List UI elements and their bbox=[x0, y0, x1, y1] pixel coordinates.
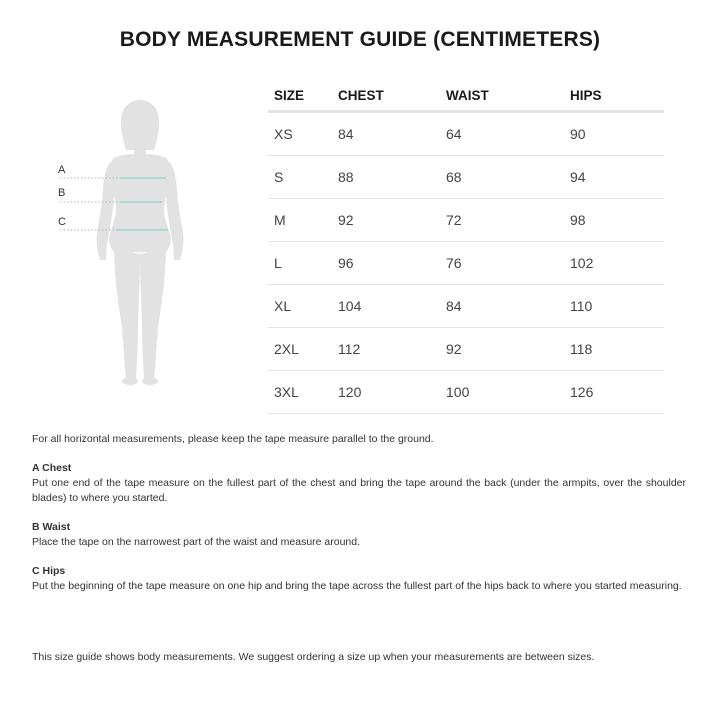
size-cell: M bbox=[268, 199, 332, 242]
chest-cell: 120 bbox=[332, 371, 440, 414]
table-header-row bbox=[268, 80, 664, 112]
size-cell: XL bbox=[268, 285, 332, 328]
waist-cell: 64 bbox=[440, 112, 564, 156]
hips-cell: 90 bbox=[564, 112, 664, 156]
header-waist: WAIST bbox=[440, 80, 564, 112]
header-chest: CHEST bbox=[332, 80, 440, 112]
header-hips: HIPS bbox=[564, 80, 664, 112]
chest-cell: 104 bbox=[332, 285, 440, 328]
body-figure bbox=[40, 92, 240, 392]
waist-instruction bbox=[32, 520, 686, 550]
chest-instruction bbox=[32, 461, 686, 506]
page-title: BODY MEASUREMENT GUIDE (CENTIMETERS) bbox=[119, 28, 601, 51]
waist-cell: 72 bbox=[440, 199, 564, 242]
table-row bbox=[268, 285, 664, 328]
waist-cell: 100 bbox=[440, 371, 564, 414]
measurement-instructions bbox=[32, 432, 686, 608]
hips-instruction bbox=[32, 564, 686, 594]
chest-cell: 92 bbox=[332, 199, 440, 242]
hips-cell: 94 bbox=[564, 156, 664, 199]
label-a-chest: A bbox=[58, 164, 66, 176]
size-cell: 2XL bbox=[268, 328, 332, 371]
chest-cell: 88 bbox=[332, 156, 440, 199]
size-cell: 3XL bbox=[268, 371, 332, 414]
table-row bbox=[268, 199, 664, 242]
body-silhouette-image bbox=[40, 92, 240, 392]
footer-note: This size guide shows body measurements. We suggest ordering a size up when your measurements are between sizes. bbox=[32, 651, 595, 663]
intro-note: For all horizontal measurements, please keep the tape measure parallel to the ground. bbox=[32, 433, 434, 445]
chest-heading: A Chest bbox=[32, 462, 72, 474]
table-row bbox=[268, 371, 664, 414]
hips-cell: 98 bbox=[564, 199, 664, 242]
waist-cell: 92 bbox=[440, 328, 564, 371]
waist-cell: 68 bbox=[440, 156, 564, 199]
size-table-container bbox=[268, 80, 664, 414]
hips-cell: 110 bbox=[564, 285, 664, 328]
waist-cell: 84 bbox=[440, 285, 564, 328]
chest-cell: 84 bbox=[332, 112, 440, 156]
waist-heading: B Waist bbox=[32, 521, 71, 533]
waist-text: Place the tape on the narrowest part of the waist and measure around. bbox=[32, 536, 361, 548]
hips-cell: 118 bbox=[564, 328, 664, 371]
hips-heading: C Hips bbox=[32, 565, 66, 577]
table-row bbox=[268, 112, 664, 156]
table-row bbox=[268, 242, 664, 285]
hips-text: Put the beginning of the tape measure on one hip and bring the tape across the fullest part of the hips back to where you started measuring. bbox=[32, 580, 682, 592]
label-b-waist: B bbox=[58, 187, 66, 199]
label-c-hips: C bbox=[58, 216, 66, 228]
size-table bbox=[268, 80, 664, 414]
hips-cell: 102 bbox=[564, 242, 664, 285]
waist-cell: 76 bbox=[440, 242, 564, 285]
table-row bbox=[268, 328, 664, 371]
table-row bbox=[268, 156, 664, 199]
size-cell: S bbox=[268, 156, 332, 199]
header-size: SIZE bbox=[268, 80, 332, 112]
chest-text: Put one end of the tape measure on the fullest part of the chest and bring the tape around the back (under the armpits, over the shoulder blades) to where you started. bbox=[32, 477, 686, 504]
size-cell: L bbox=[268, 242, 332, 285]
hips-cell: 126 bbox=[564, 371, 664, 414]
size-cell: XS bbox=[268, 112, 332, 156]
chest-cell: 96 bbox=[332, 242, 440, 285]
chest-cell: 112 bbox=[332, 328, 440, 371]
